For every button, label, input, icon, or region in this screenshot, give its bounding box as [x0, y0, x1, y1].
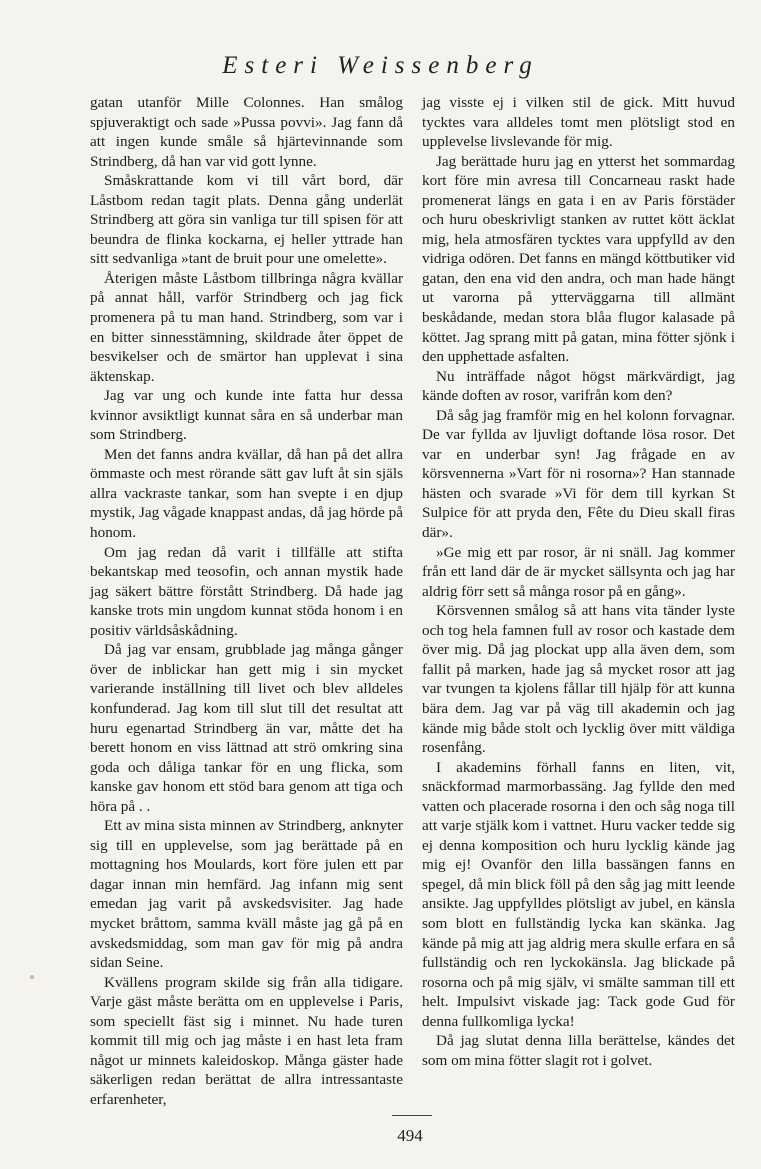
left-column: [90, 93, 403, 1109]
running-header: Esteri Weissenberg: [222, 52, 539, 79]
paragraph: I akademins förhall fanns en liten, vit, snäckformad marmorbassäng. Jag fyllde den med vatten och placerade rosorna i den och såg noga till att varje stjälk kom i vattnet. Huru vacker tedde sig ej denna komposition och huru lycklig kände jag mig ej! Ovanför den lilla bassängen fanns en spegel, då min blick föll på den såg jag mitt leende ansikte. Jag uppfylldes plötsligt av jubel, en känsla som blott en fullständig lycka kan skänka. Jag kände på mig att jag aldrig mera skulle erfara en så fullständig och ren lyckokänsla. Jag blickade på rosorna och på mig själv, vi smälte samman till ett helt. Impulsivt viskade jag: Tack gode Gud för denna fullkomliga lycka!: [422, 758, 735, 1030]
paragraph: Då såg jag framför mig en hel kolonn forvagnar. De var fyllda av ljuvligt doftande lösa rosor. Det var en underbar syn! Jag frågade en av körsvennerna »Vart för ni rosorna»? Han stannade hästen och svarade »Vi för dem till kyrkan St Sulpice för att pryda den, Fête du Dieu skall firas där».: [422, 406, 735, 542]
paragraph: Jag var ung och kunde inte fatta hur dessa kvinnor avsiktligt kunnat såra en så underbar man som Strindberg.: [90, 387, 403, 444]
paragraph: Kvällens program skilde sig från alla tidigare. Varje gäst måste berätta om en upplevelse i Paris, som speciellt fäst sig i minnet. Nu hade turen kommit till mig och jag måste i en hast leta fram något ur minnets kaleidoskop. Många gäster hade säkerligen redan berättat de allra intressantaste erfarenheter,: [90, 973, 403, 1108]
paper-speck: [30, 975, 34, 979]
paragraph: Om jag redan då varit i tillfälle att stifta bekantskap med teosofin, och annan mystik hade jag säkert bättre förstått Strindberg. Då hade jag kanske trots min ungdom kunnat stöda honom i en positiv världsåskådning.: [90, 543, 403, 639]
page-number: 494: [397, 1126, 423, 1145]
paragraph: Ett av mina sista minnen av Strindberg, anknyter sig till en upplevelse, som jag berättade på en mottagning hos Moulards, kort före julen ett par dagar innan min hemfärd. Jag infann mig sent emedan jag varit på avskedsvisiter. Jag hade mycket bråttom, samma kväll måste jag gå på en avskedsmiddag, som man gav för mig på andra sidan Seine.: [90, 817, 403, 972]
paragraph: »Ge mig ett par rosor, är ni snäll. Jag kommer från ett land där de är mycket sällsynta och jag har aldrig förr sett så många rosor på en gång».: [422, 543, 735, 600]
paragraph: Då jag var ensam, grubblade jag många gånger över de inblickar han gett mig i sin mycket varierande inställning till livet och blev alldeles konfunderad. Jag kom till slut till det resultat att huru egenartad Strindberg än var, måtte det ha berett honom en viss lättnad att strö omkring sina goda och dåliga tankar för en ung flicka, som kanske gav honom ett stöd bara genom att tiga och höra på . .: [90, 641, 403, 815]
paragraph: Småskrattande kom vi till vårt bord, där Låstbom redan tagit plats. Denna gång underlät Strindberg att göra sin vanliga tur till spisen för att beundra de flinka kockarna, ej heller yttrade han sitt sedvanliga »tant de bruit pour une omelette».: [90, 172, 403, 268]
paragraph: Återigen måste Låstbom tillbringa några kvällar på annat håll, varför Strindberg och jag fick promenera på tu man hand. Strindberg, som var i en bitter sinnesstämning, skildrade åter öppet de besvikelser och de smärtor han upplevat i sina äktenskap.: [90, 269, 403, 385]
paragraph: Då jag slutat denna lilla berättelse, kändes det som om mina fötter slagit rot i golvet.: [422, 1032, 735, 1069]
paragraph: gatan utanför Mille Colonnes. Han smålog spjuveraktigt och sade »Pussa povvi». Jag fann då att ingen kunde småle så hjärtevinnande som Strindberg, då han var vid gott lynne.: [90, 94, 403, 170]
paragraph: Nu inträffade något högst märkvärdigt, jag kände doften av rosor, varifrån kom den?: [422, 367, 735, 405]
paragraph: Men det fanns andra kvällar, då han på det allra ömmaste och mest rörande sätt gav luft åt sin själs allra vackraste tankar, som han svepte i en djup mystik, Jag vågade knappast andas, då jag hörde på honom.: [90, 445, 403, 542]
right-column: [422, 93, 735, 1070]
paragraph: Jag berättade huru jag en ytterst het sommardag kort före min avresa till Concarneau raskt hade promenerat längs en gata i en av Paris förstäder och huru obeskrivligt stanken av ruttet kött äcklat mig, hela atmosfären tycktes vara uppfylld av den vidriga odören. Det fanns en mängd köttbutiker vid gatan, den ena vid den andra, och man hade hängt ut varorna på ytterväggarna till allmänt beskådande, medan stora blåa flugor kalasade på köttet. Jag sprang mitt på gatan, mina fötter sjönk i den upphettade asfalten.: [422, 152, 735, 366]
paragraph: Körsvennen smålog så att hans vita tänder lyste och tog hela famnen full av rosor och kastade dem över mig. Då jag plockat upp alla även dem, som fallit på marken, hade jag så mycket rosor att jag var tvungen ta kjolens fållar till hjälp för att kunna bära dem. Jag var på väg till akademin och jag kände mig både stolt och lycklig över mitt väldiga rosenfång.: [422, 602, 735, 757]
paragraph: jag visste ej i vilken stil de gick. Mitt huvud tycktes vara alldeles tomt men plötsligt stod en upplevelse livslevande för mig.: [422, 94, 735, 151]
footer-rule: [392, 1115, 432, 1116]
